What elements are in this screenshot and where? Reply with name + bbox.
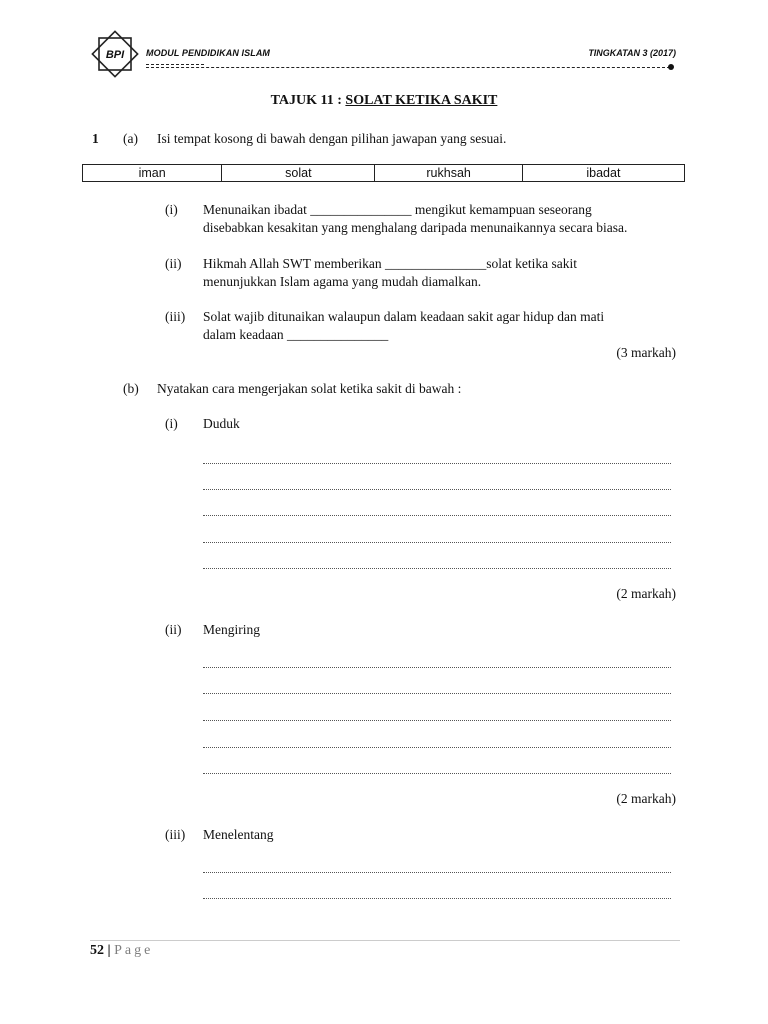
answer-line[interactable]: [203, 667, 671, 668]
item-number: (i): [165, 416, 178, 431]
answer-line[interactable]: [203, 515, 671, 516]
option-cell: rukhsah: [375, 165, 522, 182]
logo-text: BPI: [105, 49, 125, 61]
footer-divider: [90, 940, 680, 941]
item-text-line: menunjukkan Islam agama yang mudah diamalkan.: [203, 274, 482, 289]
page-title: [0, 93, 768, 109]
answer-options-table: [82, 164, 685, 182]
title-main: SOLAT KETIKA SAKIT: [345, 93, 498, 108]
page-word: Page: [114, 943, 154, 958]
item-text-line: Menunaikan ibadat _______________ mengikut kemampuan seseorang: [203, 202, 592, 217]
answer-line[interactable]: [203, 872, 671, 873]
answer-line[interactable]: [203, 463, 671, 464]
bpi-logo: [86, 25, 144, 83]
item-number: (ii): [165, 256, 182, 271]
marks-label: (2 markah): [616, 586, 676, 601]
option-cell: iman: [83, 165, 222, 182]
answer-line[interactable]: [203, 542, 671, 543]
item-text-line: Hikmah Allah SWT memberikan _______________solat ketika sakit: [203, 256, 577, 271]
header-module-title: MODUL PENDIDIKAN ISLAM: [146, 48, 271, 58]
item-number: (i): [165, 202, 178, 217]
question-number: 1: [92, 131, 99, 146]
answer-line[interactable]: [203, 898, 671, 899]
page-footer: [90, 943, 153, 959]
item-number: (iii): [165, 309, 186, 324]
header-divider-dot: [668, 64, 674, 70]
title-prefix: TAJUK 11 :: [270, 93, 342, 108]
answer-line[interactable]: [203, 773, 671, 774]
item-label: Duduk: [203, 416, 240, 431]
answer-line[interactable]: [203, 720, 671, 721]
item-text-line: Solat wajib ditunaikan walaupun dalam keadaan sakit agar hidup dan mati: [203, 309, 605, 324]
item-text-line: disebabkan kesakitan yang menghalang daripada menunaikannya secara biasa.: [203, 220, 628, 235]
part-b-instruction: Nyatakan cara mengerjakan solat ketika sakit di bawah :: [157, 381, 462, 396]
item-text-line: dalam keadaan _______________: [203, 327, 389, 342]
header-divider-short: [146, 64, 204, 65]
answer-line[interactable]: [203, 747, 671, 748]
option-cell: solat: [222, 165, 375, 182]
part-b-label: (b): [123, 381, 139, 396]
header-divider: [146, 67, 670, 68]
item-label: Menelentang: [203, 827, 274, 842]
header-form-level: TINGKATAN 3 (2017): [588, 48, 676, 58]
footer-separator: |: [107, 943, 111, 958]
item-number: (ii): [165, 622, 182, 637]
answer-line[interactable]: [203, 568, 671, 569]
part-a-instruction: Isi tempat kosong di bawah dengan pilihan jawapan yang sesuai.: [157, 131, 507, 146]
answer-line[interactable]: [203, 489, 671, 490]
marks-label: (2 markah): [616, 791, 676, 806]
part-a-label: (a): [123, 131, 138, 146]
marks-label: (3 markah): [616, 345, 676, 360]
option-cell: ibadat: [522, 165, 684, 182]
page-number: 52: [90, 943, 104, 958]
item-number: (iii): [165, 827, 186, 842]
item-label: Mengiring: [203, 622, 260, 637]
answer-line[interactable]: [203, 693, 671, 694]
